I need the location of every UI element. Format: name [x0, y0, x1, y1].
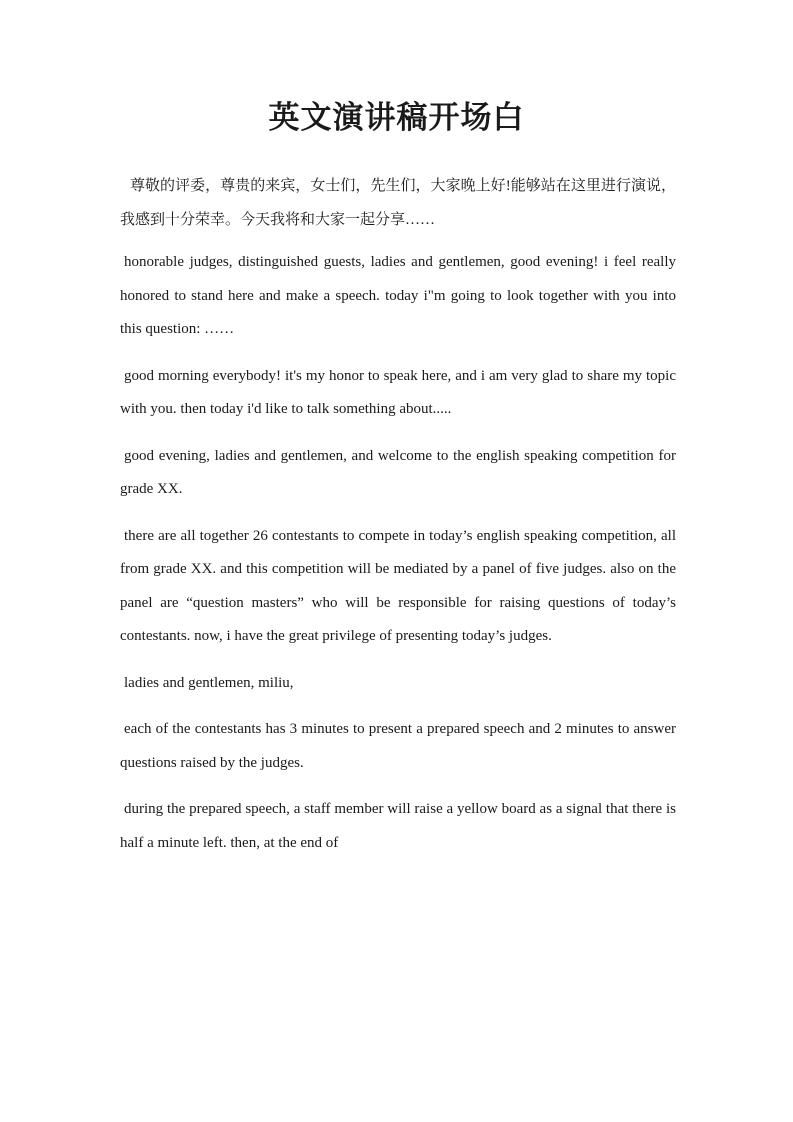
paragraph-good-morning: good morning everybody! it's my honor to speak here, and i am very glad to share my topic with you. then today i'd like to talk something about..... [120, 367, 676, 417]
paragraph-english-greeting: honorable judges, distinguished guests, ladies and gentlemen, good evening! i feel really honored to stand here and make a speech. today i"m going to look together with you into this question: …… [120, 254, 676, 337]
paragraph-signal-rules: during the prepared speech, a staff member will raise a yellow board as a signal that there is half a minute left. then, at the end of [120, 801, 676, 851]
paragraph-chinese-greeting: 尊敬的评委，尊贵的来宾，女士们，先生们，大家晚上好!能够站在这里进行演说，我感到十分荣幸。今天我将和大家一起分享…… [120, 178, 676, 228]
document-title: 英文演讲稿开场白 [268, 100, 525, 136]
paragraph-contestants: there are all together 26 contestants to compete in today’s english speaking competition, all from grade XX. and this competition will be mediated by a panel of five judges. also on the panel are “question masters” who will be responsible for raising questions of today’s contestants. now, i have the great privilege of presenting today’s judges. [120, 527, 676, 644]
paragraph-good-evening: good evening, ladies and gentlemen, and welcome to the english speaking competition for grade XX. [120, 447, 676, 497]
paragraph-time-rules: each of the contestants has 3 minutes to present a prepared speech and 2 minutes to answer questions raised by the judges. [120, 721, 676, 771]
document-body [120, 170, 676, 873]
paragraph-judges-intro: ladies and gentlemen, miliu, [124, 674, 294, 691]
